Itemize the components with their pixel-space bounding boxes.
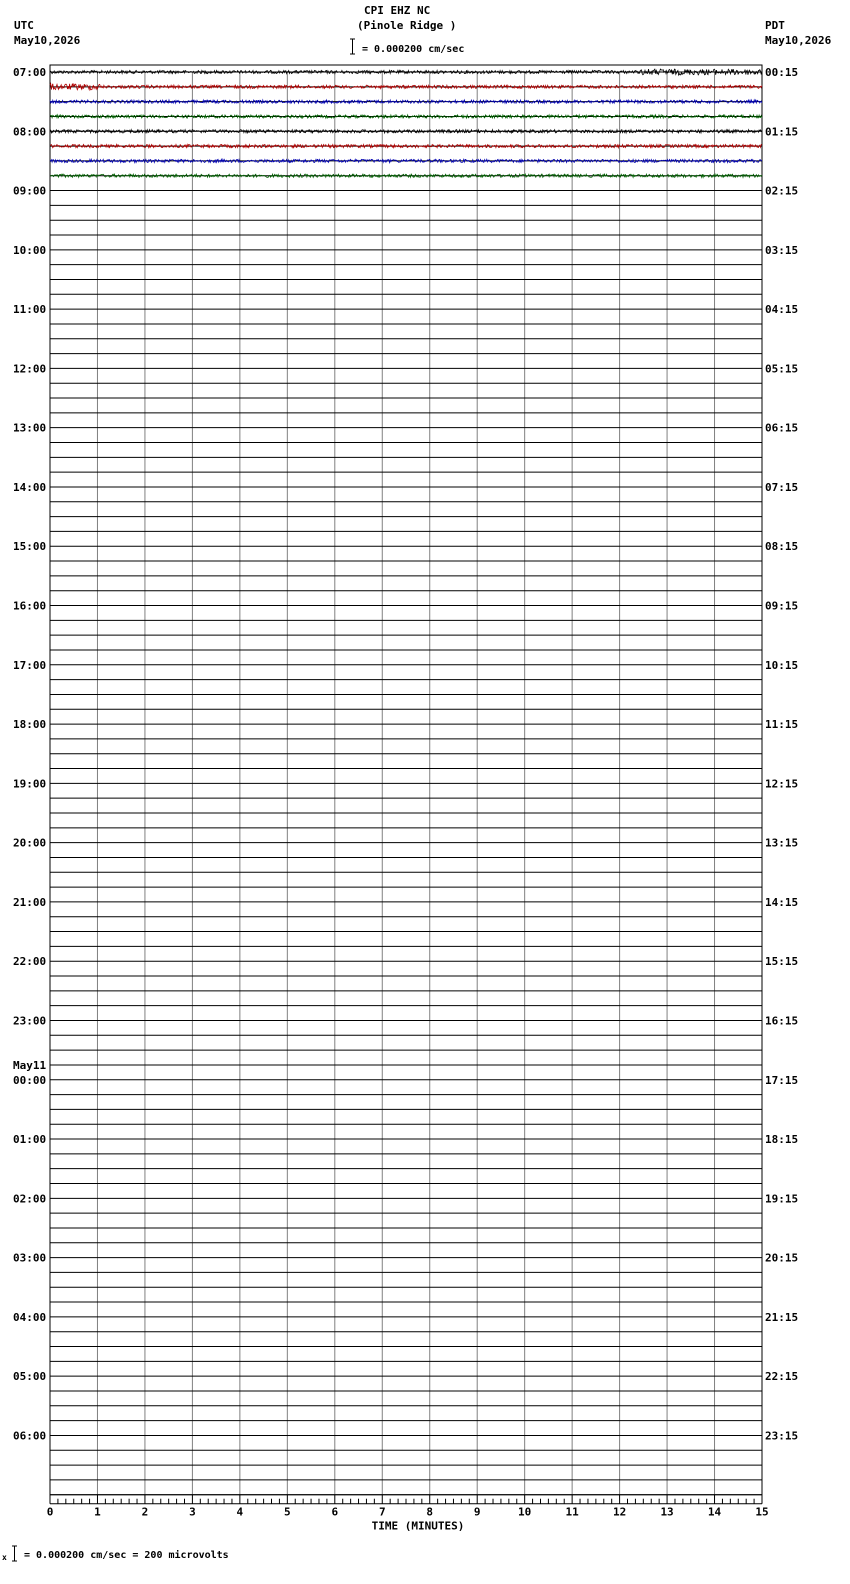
left-hour-label: 00:00 xyxy=(13,1073,47,1087)
right-hour-label: 07:15 xyxy=(765,480,799,494)
station-title: CPI EHZ NC xyxy=(364,4,431,17)
left-hour-label: 19:00 xyxy=(13,777,47,791)
right-hour-label: 23:15 xyxy=(765,1429,799,1443)
left-hour-label: 11:00 xyxy=(13,303,47,317)
x-tick-label: 11 xyxy=(565,1505,579,1519)
right-hour-label: 20:15 xyxy=(765,1251,799,1265)
right-date: May10,2026 xyxy=(765,34,832,47)
right-hour-label: 12:15 xyxy=(765,777,799,791)
left-hour-label: 05:00 xyxy=(13,1370,47,1384)
left-hour-label: 17:00 xyxy=(13,658,47,672)
trace-series xyxy=(50,130,762,133)
left-hour-label: 16:00 xyxy=(13,599,47,613)
right-hour-label: 00:15 xyxy=(765,66,799,79)
left-hour-label: 03:00 xyxy=(13,1251,47,1265)
right-hour-label: 06:15 xyxy=(765,421,799,435)
left-hour-label: 09:00 xyxy=(13,184,47,198)
footer-scale-label: = 0.000200 cm/sec = 200 microvolts xyxy=(24,1550,229,1561)
right-hour-label: 05:15 xyxy=(765,362,799,376)
x-tick-label: 0 xyxy=(46,1505,54,1519)
x-tick-label: 15 xyxy=(755,1505,769,1519)
right-hour-label: 15:15 xyxy=(765,955,799,969)
scale-label: = 0.000200 cm/sec xyxy=(362,44,465,55)
x-tick-label: 6 xyxy=(331,1505,339,1519)
left-hour-label: 12:00 xyxy=(13,362,47,376)
left-date: May10,2026 xyxy=(14,34,81,47)
right-hour-label: 13:15 xyxy=(765,836,799,850)
left-hour-label: 14:00 xyxy=(13,480,47,494)
x-tick-label: 13 xyxy=(660,1505,674,1519)
x-tick-label: 3 xyxy=(189,1505,196,1519)
left-hour-label: 20:00 xyxy=(13,836,47,850)
right-hour-label: 16:15 xyxy=(765,1014,799,1028)
left-hour-label: 15:00 xyxy=(13,540,47,554)
left-hour-label: 06:00 xyxy=(13,1429,47,1443)
x-tick-label: 8 xyxy=(426,1505,434,1519)
left-hour-label: 07:00 xyxy=(13,66,47,79)
right-hour-label: 10:15 xyxy=(765,658,799,672)
right-hour-label: 02:15 xyxy=(765,184,799,198)
right-hour-label: 08:15 xyxy=(765,540,799,554)
left-hour-label: 18:00 xyxy=(13,718,47,732)
right-hour-label: 03:15 xyxy=(765,243,799,257)
x-tick-label: 2 xyxy=(141,1505,149,1519)
x-tick-label: 9 xyxy=(473,1505,481,1519)
x-tick-label: 12 xyxy=(612,1505,627,1519)
left-timezone: UTC xyxy=(14,19,34,32)
right-hour-label: 18:15 xyxy=(765,1133,799,1147)
x-tick-label: 4 xyxy=(236,1505,244,1519)
right-hour-label: 21:15 xyxy=(765,1310,799,1324)
x-tick-label: 10 xyxy=(518,1505,532,1519)
right-hour-label: 22:15 xyxy=(765,1370,799,1384)
x-axis-title: TIME (MINUTES) xyxy=(371,1519,465,1533)
left-hour-label: 08:00 xyxy=(13,125,47,139)
right-hour-label: 19:15 xyxy=(765,1192,799,1206)
left-hour-label: 13:00 xyxy=(13,421,47,435)
left-hour-label: 10:00 xyxy=(13,243,47,257)
right-hour-label: 17:15 xyxy=(765,1073,799,1087)
x-tick-label: 14 xyxy=(707,1505,722,1519)
date-change-label: May11 xyxy=(13,1058,47,1072)
x-tick-label: 5 xyxy=(284,1505,291,1519)
right-hour-label: 01:15 xyxy=(765,125,799,139)
left-hour-label: 23:00 xyxy=(13,1014,47,1028)
right-hour-label: 11:15 xyxy=(765,718,799,732)
left-hour-label: 22:00 xyxy=(13,955,47,969)
right-hour-label: 04:15 xyxy=(765,303,799,317)
site-subtitle: (Pinole Ridge ) xyxy=(357,19,457,32)
trace-series xyxy=(50,159,762,162)
x-tick-label: 7 xyxy=(378,1505,386,1519)
right-hour-label: 09:15 xyxy=(765,599,799,613)
right-hour-label: 14:15 xyxy=(765,895,799,909)
right-timezone: PDT xyxy=(765,19,785,32)
left-hour-label: 04:00 xyxy=(13,1310,47,1324)
x-tick-label: 1 xyxy=(94,1505,101,1519)
left-hour-label: 01:00 xyxy=(13,1133,47,1147)
left-hour-label: 21:00 xyxy=(13,895,47,909)
footer-mark: x xyxy=(2,1553,7,1562)
left-hour-label: 02:00 xyxy=(13,1192,47,1206)
trace-series xyxy=(50,100,762,103)
footer-scale-bar-icon xyxy=(11,1545,18,1562)
